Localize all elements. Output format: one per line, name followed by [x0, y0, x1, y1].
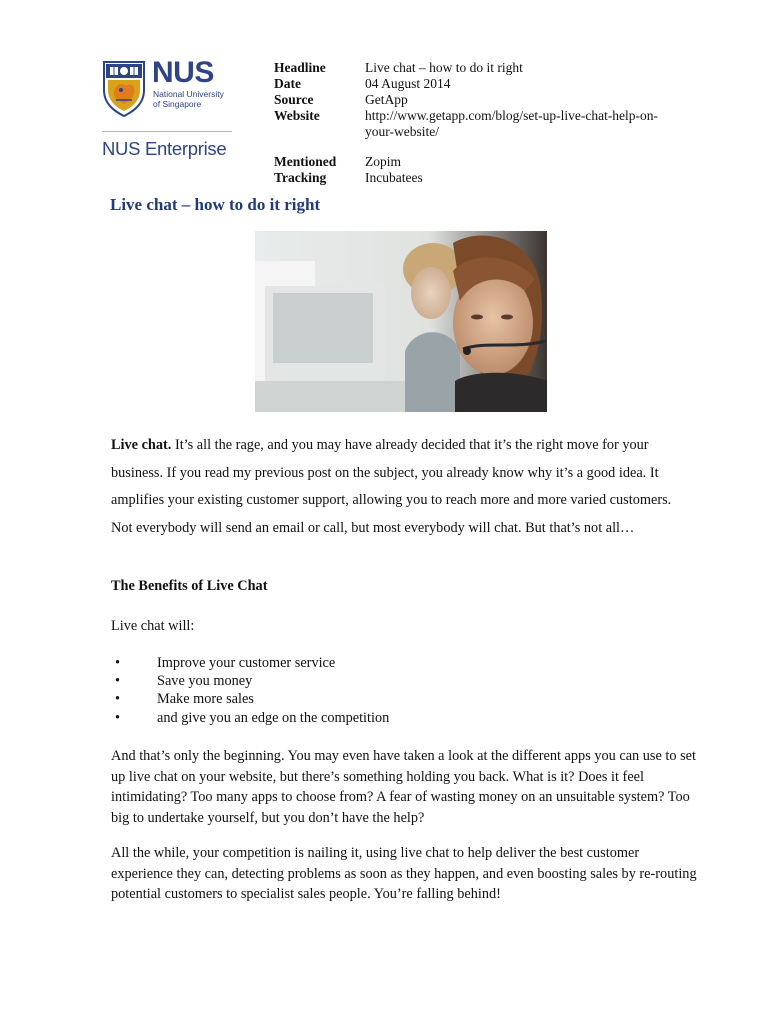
- nus-name-line-1: National University: [153, 89, 224, 99]
- meta-key: Date: [274, 76, 301, 91]
- meta-row-date: [274, 76, 675, 92]
- meta-value: Incubatees: [365, 170, 423, 185]
- meta-value: GetApp: [365, 92, 408, 107]
- meta-key: Tracking: [274, 170, 327, 185]
- section-heading: The Benefits of Live Chat: [111, 578, 268, 594]
- meta-key: Source: [274, 92, 314, 107]
- article-paragraph-1: [111, 432, 696, 542]
- meta-value: 04 August 2014: [365, 76, 451, 91]
- nus-wordmark: NUS: [152, 56, 214, 89]
- meta-row-website: [274, 108, 675, 140]
- bullet-icon: •: [115, 691, 121, 708]
- paragraph-1-text: It’s all the rage, and you may have already decided that it’s the right move for your business. If you read my previous post on the subject, you already know why it’s a good idea. It amplifies your existing customer support, allowing you to reach more and more varied customers. Not everybody will send an email or call, but most everybody will chat. But that’s not all…: [111, 437, 672, 536]
- logo-divider: [102, 131, 232, 132]
- article-metadata: [274, 60, 675, 186]
- call-center-agents-photo: [255, 231, 547, 412]
- meta-key: Website: [274, 108, 320, 123]
- list-item: [111, 709, 389, 727]
- meta-key: Mentioned: [274, 154, 337, 169]
- benefits-list: [111, 654, 389, 727]
- list-item-text: Make more sales: [157, 691, 254, 708]
- list-intro: Live chat will:: [111, 618, 195, 634]
- article-title: Live chat – how to do it right: [110, 195, 321, 214]
- meta-value: Zopim: [365, 154, 401, 169]
- bullet-icon: •: [115, 673, 121, 690]
- list-item: [111, 690, 389, 708]
- article-paragraph-2: And that’s only the beginning. You may even have taken a look at the different apps you can use to set up live chat on your website, but there’s something holding you back. What is it? Does it feel intimidating? Too many apps to choose from? A fear of wasting money on an unsuitable system? Too big to undertake yourself, but you don’t have the help?: [111, 748, 696, 826]
- meta-value-website-url[interactable]: http://www.getapp.com/blog/set-up-live-chat-help-on-your-website/: [365, 108, 659, 139]
- list-item: [111, 654, 389, 672]
- list-item-text: Improve your customer service: [157, 655, 336, 671]
- meta-row-tracking: [274, 170, 675, 186]
- meta-key: Headline: [274, 60, 326, 75]
- nus-name-line-2: of Singapore: [153, 99, 202, 109]
- nus-enterprise-logo: [102, 56, 234, 170]
- list-item-text: Save you money: [157, 673, 253, 690]
- bullet-icon: •: [115, 655, 121, 671]
- bullet-icon: •: [115, 709, 121, 726]
- meta-row-headline: [274, 60, 675, 76]
- article-paragraph-3: All the while, your competition is nailing it, using live chat to help deliver the best customer experience they can, detecting problems as soon as they happen, and even boosting sales by re-routing potential customers to specialist sales people. You’re falling behind!: [111, 845, 697, 902]
- nus-crest-icon: [102, 60, 146, 118]
- meta-value: Live chat – how to do it right: [365, 60, 523, 75]
- nus-enterprise-wordmark: NUS Enterprise: [102, 138, 227, 159]
- nus-full-name: [153, 89, 224, 109]
- list-item: [111, 672, 389, 690]
- lead-bold-text: Live chat.: [111, 437, 172, 453]
- meta-row-source: [274, 92, 675, 108]
- meta-spacer: [274, 140, 675, 154]
- meta-row-mentioned: [274, 154, 675, 170]
- list-item-text: and give you an edge on the competition: [157, 709, 390, 726]
